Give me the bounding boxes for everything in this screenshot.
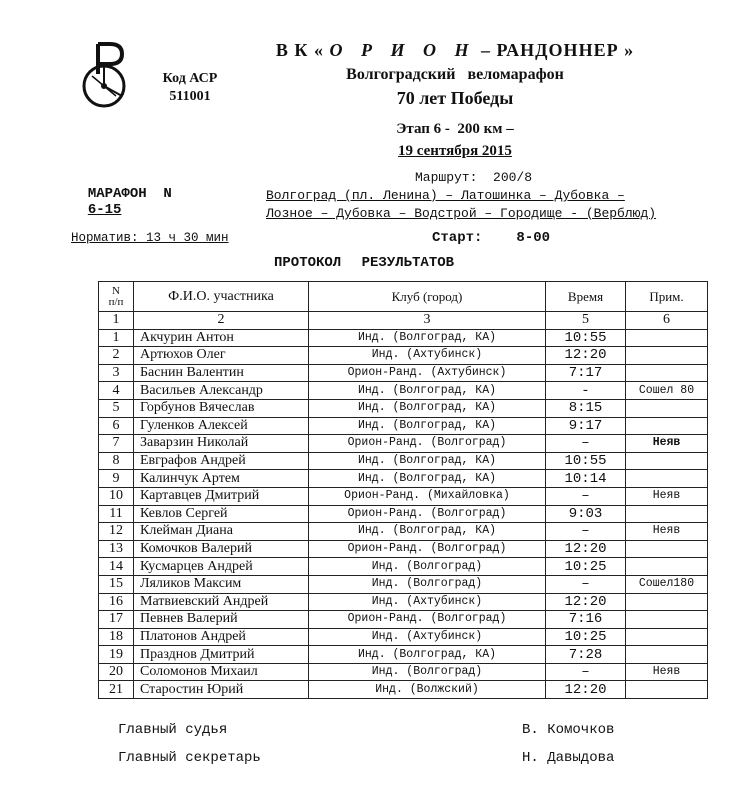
asp-code: 511001 bbox=[169, 89, 211, 104]
row-number: 15 bbox=[99, 575, 134, 593]
result-note bbox=[626, 646, 708, 664]
table-row bbox=[99, 611, 708, 629]
index-cell: 3 bbox=[309, 312, 546, 330]
col-name-header: Ф.И.О. участника bbox=[134, 282, 309, 312]
marathon-label: МАРАФОН N bbox=[87, 186, 172, 202]
row-number: 3 bbox=[99, 364, 134, 382]
result-note: Неяв bbox=[626, 523, 708, 541]
result-note bbox=[626, 611, 708, 629]
table-row bbox=[99, 347, 708, 365]
participant-name: Ляликов Максим bbox=[134, 575, 309, 593]
finish-time: – bbox=[546, 663, 626, 681]
participant-name: Платонов Андрей bbox=[134, 628, 309, 646]
club-prefix: В К « bbox=[275, 40, 324, 60]
result-note: Неяв bbox=[626, 487, 708, 505]
participant-name: Празднов Дмитрий bbox=[134, 646, 309, 664]
participant-name: Кусмарцев Андрей bbox=[134, 558, 309, 576]
result-note bbox=[626, 364, 708, 382]
result-note bbox=[626, 540, 708, 558]
finish-time: - bbox=[546, 382, 626, 400]
table-row bbox=[99, 505, 708, 523]
table-row bbox=[99, 540, 708, 558]
club-logo bbox=[78, 40, 138, 110]
marathon-number bbox=[71, 170, 172, 218]
col-note-header: Прим. bbox=[626, 282, 708, 312]
table-index-row bbox=[99, 312, 708, 330]
index-cell: 6 bbox=[626, 312, 708, 330]
result-note: Неяв bbox=[626, 663, 708, 681]
club-suffix: – РАНДОННЕР » bbox=[480, 40, 635, 60]
row-number: 16 bbox=[99, 593, 134, 611]
asp-block bbox=[150, 70, 230, 106]
col-club-header: Клуб (город) bbox=[309, 282, 546, 312]
col-number-bottom: п/п bbox=[108, 295, 124, 308]
finish-time: 12:20 bbox=[546, 347, 626, 365]
index-cell: 5 bbox=[546, 312, 626, 330]
chief-judge-name: В. Комочков bbox=[522, 722, 615, 738]
result-note bbox=[626, 470, 708, 488]
table-row bbox=[99, 646, 708, 664]
participant-club: Инд. (Волгоград) bbox=[309, 558, 546, 576]
row-number: 5 bbox=[99, 399, 134, 417]
finish-time: – bbox=[546, 575, 626, 593]
table-row bbox=[99, 593, 708, 611]
participant-club: Инд. (Волжский) bbox=[309, 681, 546, 699]
finish-time: 7:17 bbox=[546, 364, 626, 382]
result-note bbox=[626, 628, 708, 646]
participant-club: Инд. (Волгоград, КА) bbox=[309, 399, 546, 417]
participant-club: Инд. (Волгоград, КА) bbox=[309, 417, 546, 435]
participant-name: Клейман Диана bbox=[134, 523, 309, 541]
time-norm: Норматив: 13 ч 30 мин bbox=[71, 231, 229, 245]
results-body bbox=[99, 329, 708, 698]
participant-name: Матвиевский Андрей bbox=[134, 593, 309, 611]
finish-time: 10:25 bbox=[546, 558, 626, 576]
col-number-header bbox=[99, 282, 134, 312]
participant-name: Горбунов Вячеслав bbox=[134, 399, 309, 417]
participant-club: Инд. (Волгоград, КА) bbox=[309, 382, 546, 400]
participant-club: Инд. (Волгоград, КА) bbox=[309, 329, 546, 347]
result-note bbox=[626, 505, 708, 523]
participant-name: Старостин Юрий bbox=[134, 681, 309, 699]
participant-name: Заварзин Николай bbox=[134, 435, 309, 453]
result-note bbox=[626, 681, 708, 699]
table-row bbox=[99, 470, 708, 488]
participant-club: Инд. (Волгоград, КА) bbox=[309, 470, 546, 488]
table-row bbox=[99, 435, 708, 453]
table-row bbox=[99, 364, 708, 382]
row-number: 19 bbox=[99, 646, 134, 664]
participant-club: Орион-Ранд. (Ахтубинск) bbox=[309, 364, 546, 382]
participant-club: Инд. (Волгоград, КА) bbox=[309, 452, 546, 470]
finish-time: 12:20 bbox=[546, 681, 626, 699]
participant-name: Кевлов Сергей bbox=[134, 505, 309, 523]
row-number: 1 bbox=[99, 329, 134, 347]
participant-club: Инд. (Ахтубинск) bbox=[309, 347, 546, 365]
participant-club: Инд. (Волгоград, КА) bbox=[309, 646, 546, 664]
results-table bbox=[98, 281, 708, 699]
table-row bbox=[99, 452, 708, 470]
chief-judge-label: Главный судья bbox=[118, 722, 228, 738]
marathon-value: 6-15 bbox=[87, 202, 122, 218]
start-label: Старт: bbox=[432, 230, 483, 246]
col-time-header: Время bbox=[546, 282, 626, 312]
row-number: 6 bbox=[99, 417, 134, 435]
table-row bbox=[99, 523, 708, 541]
row-number: 21 bbox=[99, 681, 134, 699]
row-number: 14 bbox=[99, 558, 134, 576]
table-row bbox=[99, 382, 708, 400]
table-row bbox=[99, 681, 708, 699]
participant-name: Комочков Валерий bbox=[134, 540, 309, 558]
participant-club: Орион-Ранд. (Волгоград) bbox=[309, 435, 546, 453]
result-note: Сошел180 bbox=[626, 575, 708, 593]
finish-time: 10:25 bbox=[546, 628, 626, 646]
finish-time: – bbox=[546, 487, 626, 505]
finish-time: 7:28 bbox=[546, 646, 626, 664]
row-number: 7 bbox=[99, 435, 134, 453]
finish-time: 7:16 bbox=[546, 611, 626, 629]
row-number: 8 bbox=[99, 452, 134, 470]
table-header-row bbox=[99, 282, 708, 312]
participant-club: Орион-Ранд. (Михайловка) bbox=[309, 487, 546, 505]
table-row bbox=[99, 558, 708, 576]
participant-club: Инд. (Ахтубинск) bbox=[309, 593, 546, 611]
event-date: 19 сентября 2015 bbox=[398, 143, 512, 159]
participant-name: Певнев Валерий bbox=[134, 611, 309, 629]
participant-club: Инд. (Волгоград) bbox=[309, 663, 546, 681]
finish-time: 10:14 bbox=[546, 470, 626, 488]
result-note bbox=[626, 558, 708, 576]
result-note: Неяв bbox=[626, 435, 708, 453]
participant-name: Баснин Валентин bbox=[134, 364, 309, 382]
route-line-2: Лозное – Дубовка – Водстрой – Городище - (Верблюд) bbox=[266, 206, 657, 221]
table-row bbox=[99, 628, 708, 646]
result-note bbox=[626, 329, 708, 347]
finish-time: 9:03 bbox=[546, 505, 626, 523]
participant-club: Орион-Ранд. (Волгоград) bbox=[309, 540, 546, 558]
row-number: 18 bbox=[99, 628, 134, 646]
table-row bbox=[99, 417, 708, 435]
participant-name: Картавцев Дмитрий bbox=[134, 487, 309, 505]
finish-time: 9:17 bbox=[546, 417, 626, 435]
finish-time: 8:15 bbox=[546, 399, 626, 417]
table-row bbox=[99, 663, 708, 681]
participant-club: Инд. (Волгоград) bbox=[309, 575, 546, 593]
participant-name: Евграфов Андрей bbox=[134, 452, 309, 470]
row-number: 17 bbox=[99, 611, 134, 629]
row-number: 2 bbox=[99, 347, 134, 365]
stage-title: Этап 6 - 200 км – bbox=[396, 121, 514, 137]
result-note bbox=[626, 452, 708, 470]
asp-label: Код АСР bbox=[162, 71, 218, 86]
participant-name: Артюхов Олег bbox=[134, 347, 309, 365]
finish-time: 12:20 bbox=[546, 540, 626, 558]
row-number: 11 bbox=[99, 505, 134, 523]
result-note bbox=[626, 399, 708, 417]
row-number: 4 bbox=[99, 382, 134, 400]
row-number: 9 bbox=[99, 470, 134, 488]
finish-time: 10:55 bbox=[546, 329, 626, 347]
table-row bbox=[99, 487, 708, 505]
index-cell: 1 bbox=[99, 312, 134, 330]
participant-name: Гуленков Алексей bbox=[134, 417, 309, 435]
table-row bbox=[99, 399, 708, 417]
route-line-1: Волгоград (пл. Ленина) – Латошинка – Дубовка – bbox=[266, 188, 625, 203]
col-number-top: N bbox=[112, 284, 120, 297]
index-cell: 2 bbox=[134, 312, 309, 330]
start-time bbox=[432, 230, 550, 246]
occasion-title: 70 лет Победы bbox=[396, 88, 514, 108]
participant-club: Орион-Ранд. (Волгоград) bbox=[309, 505, 546, 523]
finish-time: – bbox=[546, 435, 626, 453]
event-title: Волгоградский веломарафон bbox=[346, 66, 564, 83]
result-note bbox=[626, 593, 708, 611]
participant-name: Калинчук Артем bbox=[134, 470, 309, 488]
protocol-title: ПРОТОКОЛ РЕЗУЛЬТАТОВ bbox=[274, 255, 455, 271]
table-row bbox=[99, 329, 708, 347]
participant-name: Васильев Александр bbox=[134, 382, 309, 400]
participant-name: Соломонов Михаил bbox=[134, 663, 309, 681]
row-number: 10 bbox=[99, 487, 134, 505]
table-row bbox=[99, 575, 708, 593]
row-number: 12 bbox=[99, 523, 134, 541]
club-name: О Р И О Н bbox=[329, 40, 476, 60]
route-label: Маршрут: 200/8 bbox=[415, 170, 533, 185]
finish-time: 12:20 bbox=[546, 593, 626, 611]
result-note: Сошел 80 bbox=[626, 382, 708, 400]
finish-time: 10:55 bbox=[546, 452, 626, 470]
participant-club: Инд. (Ахтубинск) bbox=[309, 628, 546, 646]
chief-secretary-name: Н. Давыдова bbox=[522, 750, 615, 766]
row-number: 13 bbox=[99, 540, 134, 558]
result-note bbox=[626, 417, 708, 435]
participant-name: Акчурин Антон bbox=[134, 329, 309, 347]
participant-club: Орион-Ранд. (Волгоград) bbox=[309, 611, 546, 629]
event-date-wrap bbox=[240, 143, 670, 160]
participant-club: Инд. (Волгоград, КА) bbox=[309, 523, 546, 541]
club-title bbox=[240, 40, 670, 61]
row-number: 20 bbox=[99, 663, 134, 681]
start-value: 8-00 bbox=[516, 230, 551, 246]
finish-time: – bbox=[546, 523, 626, 541]
chief-secretary-label: Главный секретарь bbox=[118, 750, 261, 766]
result-note bbox=[626, 347, 708, 365]
